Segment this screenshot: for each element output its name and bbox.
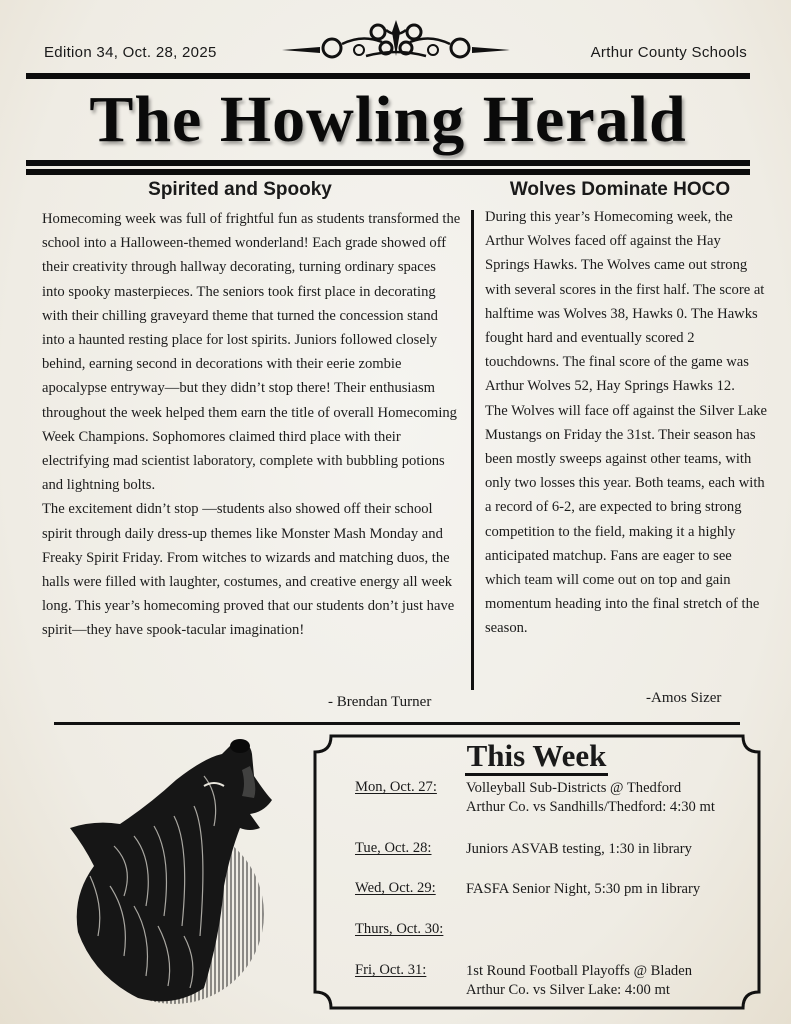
this-week-title <box>313 738 760 774</box>
event-line: FASFA Senior Night, 5:30 pm in library <box>466 881 701 897</box>
this-week-title-text: This Week <box>465 738 609 776</box>
event-detail <box>466 779 715 817</box>
article-paragraph: The Wolves will face off against the Silver Lake Mustangs on Friday the 31st. Their season has been mostly sweeps against other teams, with only two losses this year. Both teams, each with a record of 6-2, are expected to bring strong competition to the field, making it a highly anticipated matchup. Fans are eager to see which team will come out on top and gain momentum heading into the final stretch of the season. <box>485 402 767 637</box>
flourish-ornament-icon <box>282 18 510 60</box>
article-body <box>485 205 767 641</box>
masthead-top-rule <box>26 73 750 79</box>
event-line: Juniors ASVAB testing, 1:30 in library <box>466 841 692 857</box>
event-day: Thurs, Oct. 30: <box>355 921 444 937</box>
article-paragraph: The excitement didn’t stop —students also showed off their school spirit through daily dress-up themes like Monster Mash Monday and Freaky Spirit Friday. From witches to wizards and matching duos, the halls were filled with laughter, costumes, and creative energy all week long. This year’s homecoming proved that our students don’t just have spirit—they have spook-tacular imagination! <box>42 501 455 639</box>
article-body <box>42 207 462 643</box>
event-day: Tue, Oct. 28: <box>355 840 432 856</box>
newspaper-title: The Howling Herald <box>89 83 687 156</box>
article-byline: -Amos Sizer <box>646 690 722 706</box>
event-day: Wed, Oct. 29: <box>355 880 436 896</box>
school-name: Arthur County Schools <box>590 44 747 61</box>
article-headline: Wolves Dominate HOCO <box>509 179 731 200</box>
event-line: Volleyball Sub-Districts @ Thedford <box>466 780 682 796</box>
article-paragraph: Homecoming week was full of frightful fun as students transformed the school into a Halloween-themed wonderland! Each grade showed off their creativity through hallway decorating, turning ordinary spaces into spooky masterpieces. The seniors took first place in decorating with their chilling graveyard theme that turned the concession stand into a haunted resting place for lost spirits. Juniors followed closely behind, earning second in decorations with their eerie zombie apocalypse entryway—but they didn’t stop there! Their enthusiasm throughout the week helped them earn the title of overall Homecoming Week Champions. Sophomores claimed third place with their electrifying mad scientist laboratory, complete with bubbling potions and lightning bolts. <box>42 211 461 494</box>
howling-wolf-illustration-icon <box>54 736 292 1008</box>
event-line: Arthur Co. vs Sandhills/Thedford: 4:30 mt <box>466 799 715 815</box>
article-paragraph: During this year’s Homecoming week, the Arthur Wolves faced off against the Hay Springs Hawks. The Wolves came out strong with several scores in the first half. The score at halftime was Wolves 38, Hawks 0. The Hawks fought hard and eventually scored 2 touchdowns. The final score of the game was Arthur Wolves 52, Hay Springs Hawks 12. <box>485 209 765 395</box>
event-day: Mon, Oct. 27: <box>355 779 437 795</box>
event-line: 1st Round Football Playoffs @ Bladen <box>466 963 692 979</box>
edition-date: Edition 34, Oct. 28, 2025 <box>44 44 217 61</box>
event-line: Arthur Co. vs Silver Lake: 4:00 mt <box>466 982 670 998</box>
event-day: Fri, Oct. 31: <box>355 962 427 978</box>
article-byline: - Brendan Turner <box>328 694 432 710</box>
section-divider <box>54 722 740 725</box>
masthead-bottom-rule-2 <box>26 169 750 175</box>
event-detail <box>466 880 700 899</box>
article-headline: Spirited and Spooky <box>148 179 332 200</box>
masthead-bottom-rule <box>26 160 750 166</box>
event-detail <box>466 962 692 1000</box>
column-divider <box>471 210 474 690</box>
event-detail <box>466 840 692 859</box>
